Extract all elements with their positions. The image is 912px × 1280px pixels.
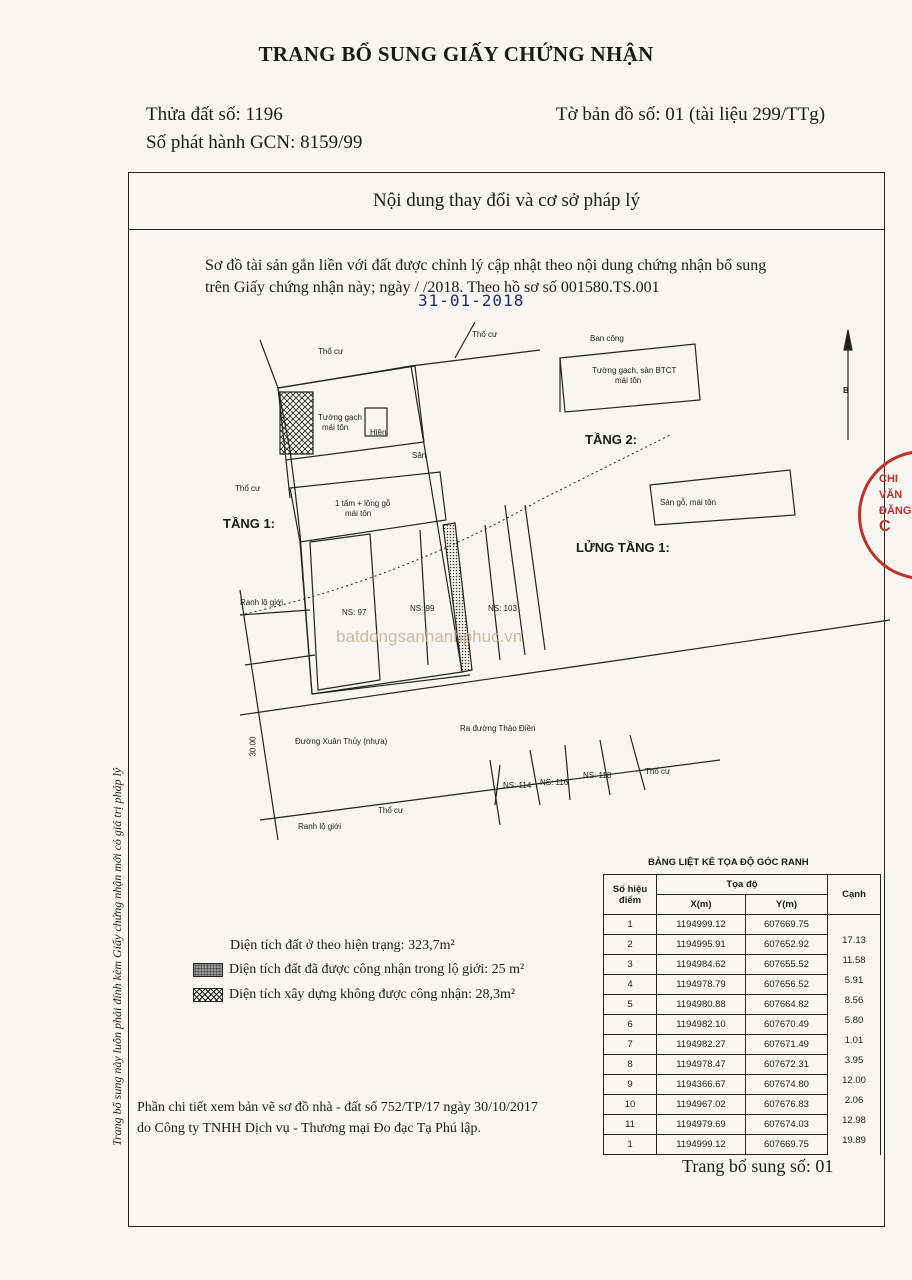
watermark: batdongsanhanhphuc.vn — [336, 627, 523, 646]
cell-y: 607669.75 — [745, 1135, 827, 1155]
cell-point: 11 — [604, 1115, 657, 1135]
table-row — [604, 955, 881, 975]
cell-x: 1194980.88 — [657, 995, 746, 1015]
col-y: Y(m) — [745, 895, 827, 915]
floor-1-label: TẦNG 1: — [223, 516, 275, 531]
crosshatch-swatch — [193, 988, 223, 1002]
cell-edge: 1.01 — [828, 1035, 881, 1055]
cell-point: 6 — [604, 1015, 657, 1035]
cell-point: 10 — [604, 1095, 657, 1115]
tho-cu-label-right: Thổ cư — [472, 330, 498, 339]
cell-edge — [828, 915, 881, 935]
ns118-label: NS: 118 — [583, 771, 612, 780]
cell-edge: 2.06 — [828, 1095, 881, 1115]
cell-y: 607674.03 — [745, 1115, 827, 1135]
table-row — [604, 915, 881, 935]
seal-line-3: ĐĂNG — [879, 505, 912, 517]
cell-point: 3 — [604, 955, 657, 975]
cell-point: 4 — [604, 975, 657, 995]
cell-x: 1194967.02 — [657, 1095, 746, 1115]
cell-x: 1194979.69 — [657, 1115, 746, 1135]
page-number: Trang bổ sung số: 01 — [682, 1156, 834, 1176]
map-sheet-number: Tờ bản đồ số: 01 (tài liệu 299/TTg) — [556, 104, 826, 125]
cell-y: 607664.82 — [745, 995, 827, 1015]
cell-y: 607655.52 — [745, 955, 827, 975]
table-row — [604, 1095, 881, 1115]
col-edge: Cạnh — [828, 875, 881, 915]
table-row — [604, 975, 881, 995]
tho-cu-label-road: Thổ cư — [645, 767, 671, 776]
seal-line-2: VĂN — [879, 489, 903, 501]
cell-x: 1194366.67 — [657, 1075, 746, 1095]
cell-x: 1194999.12 — [657, 915, 746, 935]
road-width-label: 30.00 — [248, 736, 258, 757]
date-stamp: 31-01-2018 — [418, 291, 525, 310]
mezzanine-desc-label: Sàn gỗ, mái tôn — [660, 498, 717, 507]
table-row — [604, 1075, 881, 1095]
cell-y: 607671.49 — [745, 1035, 827, 1055]
to-road-label: Ra đường Thảo Điền — [460, 724, 536, 733]
legend-road-area — [193, 962, 524, 978]
cell-y: 607652.92 — [745, 935, 827, 955]
cell-edge: 17.13 — [828, 935, 881, 955]
seal-line-4: C — [879, 518, 891, 535]
cell-edge: 5.80 — [828, 1015, 881, 1035]
detail-line-2: do Công ty TNHH Dịch vụ - Thương mại Đo đạc Tạ Phú lập. — [137, 1121, 481, 1136]
cell-edge: 11.58 — [828, 955, 881, 975]
table-row — [604, 995, 881, 1015]
ranh-lo-gioi-label: Ranh lộ giới — [240, 598, 284, 607]
seal-line-1: CHI — [879, 473, 898, 485]
porch-label: Hiên — [370, 428, 387, 437]
f2-roof-label: mái tôn — [615, 376, 642, 385]
table-row — [604, 1035, 881, 1055]
cell-y: 607669.75 — [745, 915, 827, 935]
cell-x: 1194982.27 — [657, 1035, 746, 1055]
table-row — [604, 1015, 881, 1035]
cell-point: 1 — [604, 915, 657, 935]
cell-x: 1194978.79 — [657, 975, 746, 995]
cell-point: 2 — [604, 935, 657, 955]
cell-point: 7 — [604, 1035, 657, 1055]
cell-edge: 19.89 — [828, 1135, 881, 1155]
table-row — [604, 1055, 881, 1075]
table-row — [604, 1115, 881, 1135]
detail-line-1: Phần chi tiết xem bản vẽ sơ đồ nhà - đất số 752/TP/17 ngày 30/10/2017 — [137, 1100, 538, 1115]
cell-edge: 3.95 — [828, 1055, 881, 1075]
cell-y: 607656.52 — [745, 975, 827, 995]
legend-build-area — [193, 987, 515, 1003]
description-line-1: Sơ đồ tài sản gắn liền với đất được chỉnh lý cập nhật theo nội dung chứng nhận bổ sung — [205, 257, 767, 274]
ns99-label: NS: 99 — [410, 604, 435, 613]
cell-edge: 5.91 — [828, 975, 881, 995]
col-point: Số hiệu điểm — [604, 875, 657, 915]
mezzanine-label: LỬNG TẦNG 1: — [576, 540, 670, 555]
ranh-lo-gioi-label-bottom: Ranh lộ giới — [298, 822, 342, 831]
floor-roof-label: mái tôn — [345, 509, 372, 518]
cell-y: 607674.80 — [745, 1075, 827, 1095]
description-line-2: trên Giấy chứng nhận này; ngày / /2018. Theo hồ sơ số 001580.TS.001 — [205, 279, 660, 296]
margin-note: Trang bổ sung này luôn phải đính kèm Giấy chứng nhận mới có giá trị pháp lý — [110, 767, 124, 1146]
cell-y: 607676.83 — [745, 1095, 827, 1115]
cell-edge: 12.00 — [828, 1075, 881, 1095]
road-name-label: Đường Xuân Thủy (nhựa) — [295, 737, 388, 746]
col-coord: Tọa độ — [657, 875, 828, 895]
cell-x: 1194982.10 — [657, 1015, 746, 1035]
f2-balcony-label: Ban công — [590, 334, 624, 343]
table-row — [604, 935, 881, 955]
cell-y: 607670.49 — [745, 1015, 827, 1035]
coordinate-table — [603, 874, 881, 1155]
tho-cu-label-bottom: Thổ cư — [378, 806, 404, 815]
cell-point: 8 — [604, 1055, 657, 1075]
ns103-label: NS: 103 — [488, 604, 517, 613]
page-title: TRANG BỔ SUNG GIẤY CHỨNG NHẬN — [258, 42, 654, 66]
cell-point: 5 — [604, 995, 657, 1015]
cell-x: 1194978.47 — [657, 1055, 746, 1075]
cell-x: 1194999.12 — [657, 1135, 746, 1155]
cell-x: 1194984.62 — [657, 955, 746, 975]
section-heading: Nội dung thay đổi và cơ sở pháp lý — [128, 172, 885, 230]
floor-note-label: 1 tấm + lồng gỗ — [335, 499, 391, 508]
cell-y: 607672.31 — [745, 1055, 827, 1075]
legend-road-text: Diện tích đất đã được công nhận trong lộ giới: 25 m² — [229, 962, 525, 977]
site-plan — [200, 320, 890, 840]
tho-cu-label-left: Thổ cư — [235, 484, 261, 493]
table-caption: BẢNG LIỆT KÊ TỌA ĐỘ GÓC RANH — [648, 857, 809, 868]
cell-edge: 8.56 — [828, 995, 881, 1015]
legend-build-text: Diện tích xây dựng không được công nhận: 28,3m² — [229, 987, 516, 1002]
dotted-swatch — [193, 963, 223, 977]
f2-desc-label: Tường gạch, sàn BTCT — [592, 366, 677, 375]
parcel-number: Thửa đất số: 1196 — [146, 104, 283, 125]
col-x: X(m) — [657, 895, 746, 915]
north-label: B — [843, 386, 849, 395]
tho-cu-label-top: Thổ cư — [318, 347, 344, 356]
certificate-number: Số phát hành GCN: 8159/99 — [146, 132, 363, 153]
cell-x: 1194995.91 — [657, 935, 746, 955]
roof-label: mái tôn — [322, 423, 349, 432]
legend-current-area: Diện tích đất ở theo hiện trạng: 323,7m² — [230, 938, 455, 953]
floor-2-label: TẦNG 2: — [585, 432, 637, 447]
ns97-label: NS: 97 — [342, 608, 367, 617]
cell-edge: 12.98 — [828, 1115, 881, 1135]
cell-point: 9 — [604, 1075, 657, 1095]
wall-label: Tường gạch — [318, 413, 362, 422]
cell-point: 1 — [604, 1135, 657, 1155]
yard-label: Sân — [412, 451, 427, 460]
ns116-label: NS: 116 — [540, 778, 569, 787]
table-row — [604, 1135, 881, 1155]
ns114-label: NS: 114 — [503, 781, 532, 790]
